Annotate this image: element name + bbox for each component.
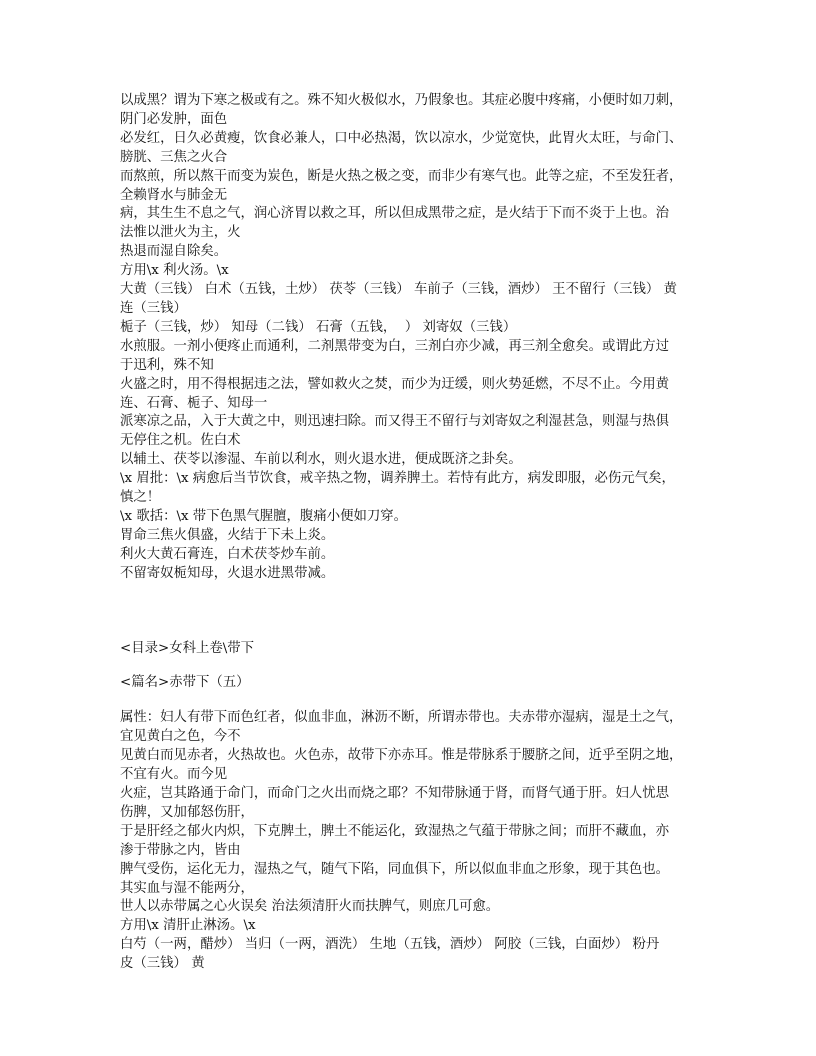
verse-line: 利火大黄石膏连，白术茯苓炒车前。 — [120, 546, 335, 562]
ingredient-line: 栀子（三钱，炒） 知母（二钱） 石膏（五钱， ） 刘寄奴（三钱） — [120, 319, 517, 335]
catalog-heading: <目录>女科上卷\带下 — [120, 640, 255, 656]
annotation-line: \x 眉批：\x 病愈后当节饮食，戒辛热之物，调养脾土。若恃有此方，病发即服，必伤元气矣， — [120, 471, 675, 487]
ingredient-line: 大黄（三钱） 白术（五钱，土炒） 茯苓（三钱） 车前子（三钱，酒炒） 王不留行（三钱） 黄 — [120, 282, 677, 298]
text-line: 派寒凉之品，入于大黄之中，则迅速扫除。而又得王不留行与刘寄奴之利湿甚急，则湿与热俱 — [120, 414, 670, 430]
spacer — [120, 693, 702, 709]
verse-line: \x 歌括：\x 带下色黑气腥膻，腹痛小便如刀穿。 — [120, 508, 408, 524]
prescription-name: 方用\x 清肝止淋汤。\x — [120, 918, 256, 934]
text-line: 必发红，日久必黄瘦，饮食必兼人，口中必热渴，饮以凉水，少觉宽快，此胃火太旺，与命门、 — [120, 130, 683, 146]
section-red-leukorrhea — [120, 640, 702, 975]
text-line: 膀胱、三焦之火合 — [120, 149, 228, 165]
ingredient-line: 皮（三钱） 黄 — [120, 956, 205, 972]
text-line: 伤脾，又加郁怒伤肝， — [120, 804, 254, 820]
text-line: 连、石膏、栀子、知母一 — [120, 395, 268, 411]
text-line: 于迅利，殊不知 — [120, 357, 214, 373]
ingredient-line: 白芍（一两，醋炒） 当归（一两，酒洗） 生地（五钱，酒炒） 阿胶（三钱，白面炒） 粉丹 — [120, 937, 660, 953]
text-line: 火症，岂其路通于命门，而命门之火出而烧之耶？不知带脉通于肾，而肾气通于肝。妇人忧思 — [120, 786, 670, 801]
text-line: 阴门必发肿，面色 — [120, 111, 228, 127]
text-line: 见黄白而见赤者，火热故也。火色赤，故带下亦赤耳。惟是带脉系于腰脐之间，近乎至阴之地， — [120, 748, 683, 764]
text-line: 水煎服。一剂小便疼止而通利，二剂黑带变为白，三剂白亦少减，再三剂全愈矣。或谓此方过 — [120, 338, 670, 354]
text-line: 全赖肾水与肺金无 — [120, 187, 228, 203]
text-line: 其实血与湿不能两分， — [120, 880, 254, 896]
verse-line: 胃命三焦火俱盛，火结于下未上炎。 — [120, 527, 335, 543]
annotation-line: 慎之！ — [120, 490, 161, 506]
chapter-title: <篇名>赤带下（五） — [120, 675, 250, 691]
section-black-leukorrhea — [120, 92, 702, 584]
text-line: 热退而湿自除矣。 — [120, 244, 228, 260]
text-line: 无停住之机。佐白术 — [120, 433, 241, 449]
ingredient-line: 连（三钱） — [120, 300, 187, 316]
text-line: 法惟以泄火为主，火 — [120, 225, 241, 241]
text-line: 以成黑？谓为下寒之极或有之。殊不知火极似水，乃假象也。其症必腹中疼痛，小便时如刀刺， — [120, 93, 683, 108]
text-line: 病，其生生不息之气，润心济胃以救之耳，所以但成黑带之症，是火结于下而不炎于上也。治 — [120, 206, 670, 222]
spacer — [120, 658, 702, 674]
text-line: 属性：妇人有带下而色红者，似血非血，淋沥不断，所谓赤带也。夫赤带亦湿病，湿是土之气， — [120, 710, 683, 726]
text-line: 宜见黄白之色，今不 — [120, 729, 241, 745]
verse-line: 不留寄奴栀知母，火退水进黑带减。 — [120, 565, 335, 581]
text-line: 而熬煎，所以熬干而变为炭色，断是火热之极之变，而非少有寒气也。此等之症，不至发狂者， — [120, 168, 683, 184]
text-line: 不宜有火。而今见 — [120, 767, 228, 783]
text-line: 世人以赤带属之心火误矣 治法须清肝火而扶脾气，则庶几可愈。 — [120, 899, 500, 915]
text-line: 渗于带脉之内，皆由 — [120, 842, 241, 858]
text-line: 以辅土、茯苓以渗湿、车前以利水，则火退水进，便成既济之卦矣。 — [120, 452, 522, 468]
prescription-name: 方用\x 利火汤。\x — [120, 263, 229, 279]
text-line: 火盛之时，用不得根据违之法，譬如救火之焚，而少为迂缓，则火势延燃，不尽不止。今用黄 — [120, 376, 670, 392]
section-spacer — [120, 584, 702, 640]
text-line: 脾气受伤，运化无力，湿热之气，随气下陷，同血俱下，所以似血非血之形象，现于其色也。 — [120, 861, 670, 877]
document-page — [120, 92, 702, 974]
text-line: 于是肝经之郁火内炽，下克脾土，脾土不能运化，致湿热之气蕴于带脉之间；而肝不藏血，亦 — [120, 823, 670, 839]
